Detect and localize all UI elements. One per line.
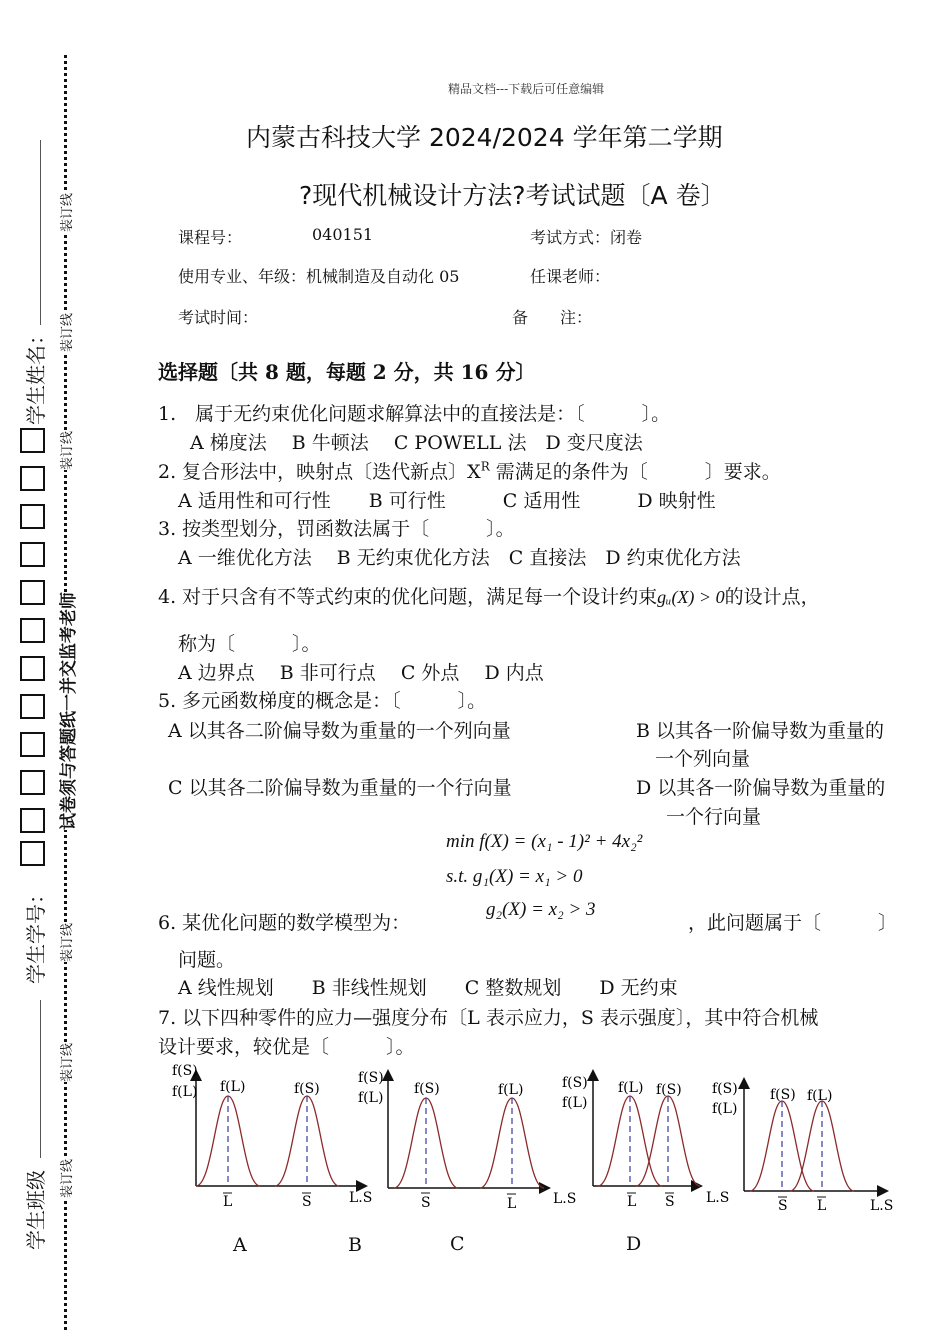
graph-a	[172, 1063, 372, 1210]
id-digit-box[interactable]	[20, 770, 45, 795]
graph-d-ylabel-2: f(L)	[712, 1101, 738, 1117]
page-title: 内蒙古科技大学 2024/2024 学年第二学期	[246, 123, 723, 152]
remark-label: 备 注：	[512, 308, 593, 327]
question-7-line2: 设计要求，较优是〔 〕。	[158, 1036, 415, 1058]
graph-3-peak-1: f(L)	[618, 1080, 644, 1096]
question-5-option-b-cont: 一个列向量	[655, 748, 751, 770]
question-2-options: A 适用性和可行性 B 可行性 C 适用性 D 映射性	[178, 490, 716, 512]
question-2: 2. 复合形法中，映射点〔迭代新点〕$X^R$ 需满足的条件为〔 〕要求。	[158, 459, 781, 483]
graph-c-peak-1: f(S)	[414, 1081, 440, 1097]
graph-a-tick-1: L	[223, 1194, 233, 1210]
graph-3-ylabel-1: f(S)	[562, 1075, 588, 1091]
graph-d	[712, 1080, 893, 1214]
superscript: R	[480, 459, 490, 474]
id-digit-box[interactable]	[20, 542, 45, 567]
id-digit-box[interactable]	[20, 841, 45, 866]
question-6: 6. 某优化问题的数学模型为：	[158, 912, 411, 934]
binding-notice: 试卷须与答题纸一并交监考老师	[54, 592, 79, 830]
graph-3-tick-1: L	[627, 1194, 637, 1210]
question-5-option-a: A 以其各二阶偏导数为重量的一个列向量	[168, 720, 511, 742]
question-5: 5. 多元函数梯度的概念是：〔 〕。	[158, 690, 487, 712]
id-digit-box[interactable]	[20, 694, 45, 719]
graph-d-tick-2: L	[817, 1198, 827, 1214]
id-digit-box[interactable]	[20, 732, 45, 757]
model-objective: min f(X) = (x₁ - 1)² + 4x₂²	[446, 831, 643, 852]
constraint-formula: gᵤ(X) > 0	[657, 587, 725, 607]
graph-a-xlabel: L.S	[349, 1190, 373, 1206]
binding-line-label: 装订线	[56, 923, 75, 962]
question-1-options: A 梯度法 B 牛顿法 C POWELL 法 D 变尺度法	[190, 432, 643, 454]
graph-caption-c: C	[450, 1233, 465, 1255]
stress-strength-graphs	[160, 1060, 900, 1220]
course-no-label: 课程号：	[178, 228, 243, 247]
id-digit-box[interactable]	[20, 504, 45, 529]
class-underline	[40, 1000, 41, 1158]
binding-line-label: 装订线	[56, 193, 75, 232]
question-3: 3. 按类型划分，罚函数法属于〔 〕。	[158, 518, 515, 540]
graph-caption-a: A	[233, 1234, 247, 1256]
name-underline	[40, 140, 41, 325]
graph-c-xlabel: L.S	[553, 1191, 577, 1207]
question-6-cont: ，此问题属于〔 〕	[688, 912, 898, 934]
watermark-text: 精品文档---下载后可任意编辑	[448, 82, 605, 96]
question-1: 1. 属于无约束优化问题求解算法中的直接法是：〔 〕。	[158, 403, 671, 425]
id-digit-box[interactable]	[20, 466, 45, 491]
id-digit-box[interactable]	[20, 428, 45, 453]
question-6-line2: 问题。	[178, 949, 236, 971]
id-digit-box[interactable]	[20, 618, 45, 643]
graph-a-ylabel-2: f(L)	[172, 1084, 198, 1100]
binding-line-label: 装订线	[56, 1159, 75, 1198]
graph-d-peak-1: f(S)	[770, 1087, 796, 1103]
id-digit-box[interactable]	[20, 656, 45, 681]
graph-c-tick-2: L	[507, 1196, 517, 1212]
question-5-option-d: D 以其各一阶偏导数为重量的	[636, 777, 886, 799]
graph-a-peak-1: f(L)	[220, 1079, 246, 1095]
binding-line-label: 装订线	[56, 313, 75, 352]
graph-c-ylabel-1: f(S)	[358, 1070, 384, 1086]
graph-3	[562, 1072, 729, 1210]
graph-d-xlabel: L.S	[870, 1198, 894, 1214]
graph-3-xlabel: L.S	[706, 1190, 730, 1206]
graph-a-ylabel-1: f(S)	[172, 1063, 198, 1079]
id-digit-box[interactable]	[20, 580, 45, 605]
graph-3-tick-2: S	[665, 1194, 675, 1210]
exam-title: ?现代机械设计方法?考试试题〔A 卷〕	[299, 181, 726, 210]
student-name-label: 学生姓名：	[24, 325, 48, 425]
graph-caption-d: D	[626, 1233, 642, 1255]
id-digit-box[interactable]	[20, 808, 45, 833]
model-constraint-2: g₂(X) = x₂ > 3	[486, 899, 596, 920]
graph-c-tick-1: S	[421, 1195, 431, 1211]
graph-c-ylabel-2: f(L)	[358, 1090, 384, 1106]
graph-d-tick-1: S	[778, 1198, 788, 1214]
question-3-options: A 一维优化方法 B 无约束优化方法 C 直接法 D 约束优化方法	[178, 547, 741, 569]
model-constraint-1: s.t. g₁(X) = x₁ > 0	[446, 866, 583, 887]
graph-c	[358, 1070, 576, 1212]
question-5-option-c: C 以其各二阶偏导数为重量的一个行向量	[168, 777, 512, 799]
graph-d-ylabel-1: f(S)	[712, 1081, 738, 1097]
question-4-options: A 边界点 B 非可行点 C 外点 D 内点	[178, 662, 544, 684]
student-class-label: 学生班级	[24, 1170, 48, 1250]
graph-d-peak-2: f(L)	[807, 1088, 833, 1104]
exam-mode: 考试方式：闭卷	[530, 228, 643, 247]
graph-c-peak-2: f(L)	[498, 1082, 524, 1098]
exam-time-label: 考试时间：	[178, 308, 259, 327]
question-4: 4. 对于只含有不等式约束的优化问题，满足每一个设计约束gᵤ(X) > 0的设计点，	[158, 586, 820, 608]
graph-caption-b: B	[348, 1234, 362, 1256]
section-title: 选择题〔共 8 题，每题 2 分，共 16 分〕	[158, 360, 536, 384]
question-5-option-b: B 以其各一阶偏导数为重量的	[636, 720, 885, 742]
course-no-value: 040151	[312, 225, 374, 244]
major-grade: 使用专业、年级：机械制造及自动化 05	[178, 267, 460, 286]
student-id-label: 学生学号：	[24, 884, 48, 984]
teacher-label: 任课老师：	[530, 267, 611, 286]
question-6-options: A 线性规划 B 非线性规划 C 整数规划 D 无约束	[178, 977, 678, 999]
graph-3-ylabel-2: f(L)	[562, 1095, 588, 1111]
graph-3-peak-2: f(S)	[656, 1082, 682, 1098]
question-5-option-d-cont: 一个行向量	[666, 806, 762, 828]
question-4-line2: 称为〔 〕。	[178, 633, 321, 655]
graph-a-tick-2: S	[302, 1194, 312, 1210]
binding-line-label: 装订线	[56, 431, 75, 470]
graph-a-peak-2: f(S)	[294, 1081, 320, 1097]
binding-line-label: 装订线	[56, 1043, 75, 1082]
question-7: 7. 以下四种零件的应力—强度分布〔L 表示应力，S 表示强度〕，其中符合机械	[158, 1007, 819, 1029]
